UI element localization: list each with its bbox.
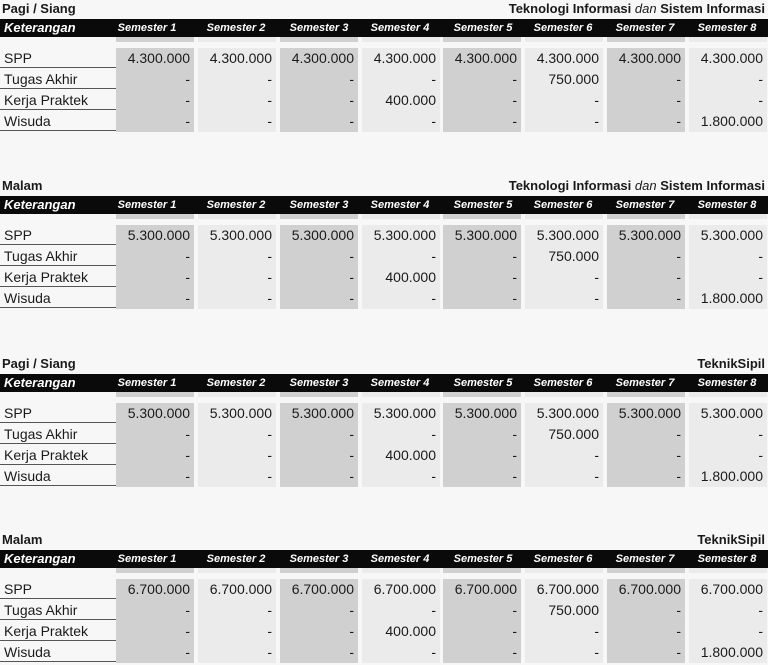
section-heading (0, 355, 768, 373)
column-strip (689, 214, 767, 219)
program-name-a: Teknologi Informasi (508, 178, 632, 193)
table-row (0, 445, 768, 466)
header-semester: Semester 1 (117, 553, 177, 565)
table-header (0, 374, 768, 392)
fee-cell: 5.300.000 (198, 403, 276, 424)
column-strip (689, 37, 767, 42)
column-strip (689, 568, 767, 573)
fee-cell: 5.300.000 (689, 403, 767, 424)
fee-cell: - (607, 69, 685, 90)
row-label: Wisuda (0, 466, 116, 486)
header-semester: Semester 3 (289, 199, 349, 211)
fee-cell: 4.300.000 (443, 48, 521, 69)
column-strip (443, 214, 521, 219)
fee-cell: - (443, 69, 521, 90)
fee-cell: 5.300.000 (525, 403, 603, 424)
column-strip (362, 214, 440, 219)
row-label: SPP (0, 579, 116, 599)
column-strip (116, 392, 194, 397)
program-name-a: TeknikSipil (697, 532, 765, 547)
fee-cell: - (689, 246, 767, 267)
fee-cell: - (198, 69, 276, 90)
column-strip (525, 392, 603, 397)
header-semester: Semester 8 (697, 22, 757, 34)
header-semester: Semester 3 (289, 553, 349, 565)
fee-cell: - (280, 111, 358, 132)
header-semester: Semester 2 (206, 199, 266, 211)
shift-label: Malam (2, 532, 43, 547)
fee-cell: - (280, 642, 358, 663)
fee-cell: 6.700.000 (362, 579, 440, 600)
column-strip (525, 568, 603, 573)
header-semester: Semester 7 (615, 22, 675, 34)
header-semester: Semester 4 (370, 377, 430, 389)
fee-cell: - (116, 621, 194, 642)
header-semester: Semester 5 (453, 199, 513, 211)
header-semester: Semester 4 (370, 553, 430, 565)
fee-cell: - (116, 466, 194, 487)
fee-cell: - (525, 90, 603, 111)
fee-cell: 400.000 (362, 621, 440, 642)
fee-cell: - (198, 466, 276, 487)
header-semester: Semester 5 (453, 553, 513, 565)
fee-cell: - (525, 466, 603, 487)
program-label (697, 532, 765, 547)
header-keterangan: Keterangan (4, 375, 76, 390)
header-semester: Semester 8 (697, 199, 757, 211)
column-strip (525, 37, 603, 42)
fee-cell: 5.300.000 (607, 225, 685, 246)
fee-cell: - (280, 69, 358, 90)
table-row (0, 621, 768, 642)
fee-cell: - (607, 90, 685, 111)
row-label: SPP (0, 48, 116, 68)
table-row (0, 424, 768, 445)
fee-cell: - (443, 445, 521, 466)
table-header (0, 19, 768, 37)
table-row (0, 600, 768, 621)
header-semester: Semester 1 (117, 22, 177, 34)
section-heading (0, 531, 768, 549)
fee-cell: - (198, 600, 276, 621)
table-row (0, 90, 768, 111)
program-name-a: Teknologi Informasi (508, 1, 632, 16)
fee-cell: - (198, 288, 276, 309)
program-name-a: TeknikSipil (697, 356, 765, 371)
column-strip (116, 214, 194, 219)
header-semester: Semester 7 (615, 553, 675, 565)
row-label: Tugas Akhir (0, 424, 116, 444)
fee-cell: - (362, 111, 440, 132)
table-row (0, 111, 768, 132)
fee-cell: - (280, 267, 358, 288)
fee-section (0, 531, 768, 665)
fee-cell: 5.300.000 (280, 225, 358, 246)
fee-cell: - (116, 288, 194, 309)
fee-cell: - (443, 424, 521, 445)
column-strip (689, 392, 767, 397)
row-label: Tugas Akhir (0, 246, 116, 266)
fee-cell: - (607, 111, 685, 132)
fee-cell: - (116, 445, 194, 466)
header-semester: Semester 1 (117, 199, 177, 211)
header-semester: Semester 8 (697, 553, 757, 565)
fee-cell: 4.300.000 (362, 48, 440, 69)
fee-cell: 400.000 (362, 445, 440, 466)
fee-cell: - (525, 267, 603, 288)
fee-section (0, 0, 768, 134)
column-strip (443, 37, 521, 42)
row-label: Kerja Praktek (0, 445, 116, 465)
header-semester: Semester 6 (533, 377, 593, 389)
fee-cell: 5.300.000 (116, 403, 194, 424)
row-label: Tugas Akhir (0, 69, 116, 89)
fee-cell: - (280, 621, 358, 642)
table-header (0, 550, 768, 568)
fee-cell: 6.700.000 (198, 579, 276, 600)
program-name-b: Sistem Informasi (660, 1, 765, 16)
column-strip (443, 392, 521, 397)
table-row (0, 466, 768, 487)
row-label: Wisuda (0, 111, 116, 131)
row-label: Kerja Praktek (0, 90, 116, 110)
fee-cell: - (443, 642, 521, 663)
fee-cell: - (607, 466, 685, 487)
fee-cell: - (607, 642, 685, 663)
fee-cell: - (116, 267, 194, 288)
fee-cell: 6.700.000 (443, 579, 521, 600)
row-label: SPP (0, 225, 116, 245)
column-strip (280, 392, 358, 397)
program-connector: dan (634, 1, 657, 16)
fee-cell: - (362, 288, 440, 309)
column-strip (198, 568, 276, 573)
table-row (0, 642, 768, 663)
fee-cell: 1.800.000 (689, 111, 767, 132)
fee-cell: - (280, 600, 358, 621)
fee-cell: - (362, 600, 440, 621)
header-semester: Semester 6 (533, 199, 593, 211)
column-strip (607, 214, 685, 219)
program-name-b: Sistem Informasi (660, 178, 765, 193)
section-heading (0, 177, 768, 195)
fee-cell: - (280, 466, 358, 487)
table-row (0, 288, 768, 309)
fee-cell: - (198, 445, 276, 466)
fee-cell: - (689, 424, 767, 445)
header-semester: Semester 8 (697, 377, 757, 389)
fee-cell: - (362, 69, 440, 90)
fee-cell: 5.300.000 (280, 403, 358, 424)
program-connector: dan (634, 178, 657, 193)
fee-cell: - (116, 600, 194, 621)
column-strip (362, 568, 440, 573)
column-strip (607, 568, 685, 573)
fee-cell: - (198, 642, 276, 663)
header-semester: Semester 6 (533, 22, 593, 34)
fee-cell: - (689, 621, 767, 642)
header-semester: Semester 4 (370, 22, 430, 34)
column-strip (198, 37, 276, 42)
fee-cell: - (689, 90, 767, 111)
fee-cell: - (607, 600, 685, 621)
fee-cell: 5.300.000 (443, 403, 521, 424)
row-label: Wisuda (0, 288, 116, 308)
header-semester: Semester 4 (370, 199, 430, 211)
fee-cell: - (198, 267, 276, 288)
fee-cell: - (525, 445, 603, 466)
fee-cell: - (525, 111, 603, 132)
column-strip (607, 37, 685, 42)
fee-cell: 5.300.000 (443, 225, 521, 246)
fee-cell: - (116, 424, 194, 445)
section-heading (0, 0, 768, 18)
header-semester: Semester 3 (289, 22, 349, 34)
fee-cell: - (116, 642, 194, 663)
program-label (509, 1, 765, 16)
fee-cell: - (198, 111, 276, 132)
table-header (0, 196, 768, 214)
fee-cell: 5.300.000 (116, 225, 194, 246)
fee-cell: 6.700.000 (525, 579, 603, 600)
column-strip (198, 392, 276, 397)
fee-cell: 4.300.000 (525, 48, 603, 69)
fee-cell: - (280, 246, 358, 267)
header-semester: Semester 2 (206, 553, 266, 565)
table-row (0, 267, 768, 288)
fee-cell: - (443, 111, 521, 132)
fee-cell: - (280, 288, 358, 309)
header-semester: Semester 5 (453, 22, 513, 34)
fee-cell: 5.300.000 (525, 225, 603, 246)
fee-cell: 750.000 (525, 424, 603, 445)
fee-cell: 6.700.000 (607, 579, 685, 600)
fee-cell: - (607, 621, 685, 642)
row-label: Kerja Praktek (0, 621, 116, 641)
header-semester: Semester 3 (289, 377, 349, 389)
fee-cell: - (116, 90, 194, 111)
table-row (0, 225, 768, 246)
fee-cell: - (280, 445, 358, 466)
program-label (509, 178, 765, 193)
shift-label: Pagi / Siang (2, 356, 76, 371)
row-label: SPP (0, 403, 116, 423)
column-strip (280, 37, 358, 42)
fee-section (0, 355, 768, 489)
fee-cell: - (443, 288, 521, 309)
table-row (0, 403, 768, 424)
fee-cell: 6.700.000 (689, 579, 767, 600)
fee-cell: - (198, 90, 276, 111)
column-strip (116, 568, 194, 573)
fee-cell: - (362, 642, 440, 663)
fee-cell: - (607, 445, 685, 466)
fee-cell: 1.800.000 (689, 288, 767, 309)
fee-cell: - (443, 246, 521, 267)
fee-cell: - (689, 445, 767, 466)
fee-cell: - (443, 600, 521, 621)
fee-cell: - (689, 600, 767, 621)
fee-cell: - (525, 288, 603, 309)
fee-cell: - (362, 246, 440, 267)
fee-cell: - (116, 246, 194, 267)
fee-cell: 4.300.000 (116, 48, 194, 69)
fee-cell: 1.800.000 (689, 642, 767, 663)
fee-cell: - (443, 90, 521, 111)
fee-cell: 6.700.000 (116, 579, 194, 600)
fee-cell: 5.300.000 (607, 403, 685, 424)
fee-cell: 750.000 (525, 69, 603, 90)
column-strip (443, 568, 521, 573)
header-semester: Semester 6 (533, 553, 593, 565)
fee-cell: 4.300.000 (198, 48, 276, 69)
fee-section (0, 177, 768, 311)
fee-cell: 5.300.000 (689, 225, 767, 246)
column-strip (198, 214, 276, 219)
table-row (0, 579, 768, 600)
column-strip (525, 214, 603, 219)
row-label: Tugas Akhir (0, 600, 116, 620)
shift-label: Malam (2, 178, 43, 193)
column-strip (116, 37, 194, 42)
column-strip (280, 214, 358, 219)
header-keterangan: Keterangan (4, 197, 76, 212)
fee-cell: 5.300.000 (362, 225, 440, 246)
fee-cell: - (443, 466, 521, 487)
fee-cell: 5.300.000 (362, 403, 440, 424)
fee-cell: - (116, 111, 194, 132)
fee-cell: - (607, 246, 685, 267)
fee-cell: 750.000 (525, 600, 603, 621)
program-label (697, 356, 765, 371)
header-semester: Semester 5 (453, 377, 513, 389)
row-label: Wisuda (0, 642, 116, 662)
fee-cell: - (525, 621, 603, 642)
column-strip (607, 392, 685, 397)
fee-cell: - (198, 621, 276, 642)
fee-cell: - (443, 267, 521, 288)
header-semester: Semester 1 (117, 377, 177, 389)
column-strip (362, 392, 440, 397)
table-row (0, 246, 768, 267)
fee-cell: - (116, 69, 194, 90)
fee-cell: - (525, 642, 603, 663)
fee-cell: 400.000 (362, 90, 440, 111)
fee-cell: - (280, 424, 358, 445)
column-strip (362, 37, 440, 42)
header-semester: Semester 7 (615, 199, 675, 211)
fee-cell: 4.300.000 (689, 48, 767, 69)
column-strip (280, 568, 358, 573)
fee-cell: - (607, 424, 685, 445)
fee-cell: 4.300.000 (280, 48, 358, 69)
table-row (0, 69, 768, 90)
fee-cell: - (607, 288, 685, 309)
header-semester: Semester 2 (206, 377, 266, 389)
fee-cell: 400.000 (362, 267, 440, 288)
fee-cell: - (607, 267, 685, 288)
fee-cell: - (198, 424, 276, 445)
fee-cell: 4.300.000 (607, 48, 685, 69)
fee-cell: 750.000 (525, 246, 603, 267)
header-keterangan: Keterangan (4, 551, 76, 566)
fee-cell: 6.700.000 (280, 579, 358, 600)
header-semester: Semester 7 (615, 377, 675, 389)
fee-cell: - (443, 621, 521, 642)
fee-cell: - (362, 424, 440, 445)
row-label: Kerja Praktek (0, 267, 116, 287)
header-semester: Semester 2 (206, 22, 266, 34)
fee-cell: 5.300.000 (198, 225, 276, 246)
fee-cell: - (689, 69, 767, 90)
fee-cell: - (198, 246, 276, 267)
header-keterangan: Keterangan (4, 20, 76, 35)
fee-cell: - (362, 466, 440, 487)
fee-cell: 1.800.000 (689, 466, 767, 487)
shift-label: Pagi / Siang (2, 1, 76, 16)
fee-cell: - (280, 90, 358, 111)
fee-cell: - (689, 267, 767, 288)
table-row (0, 48, 768, 69)
